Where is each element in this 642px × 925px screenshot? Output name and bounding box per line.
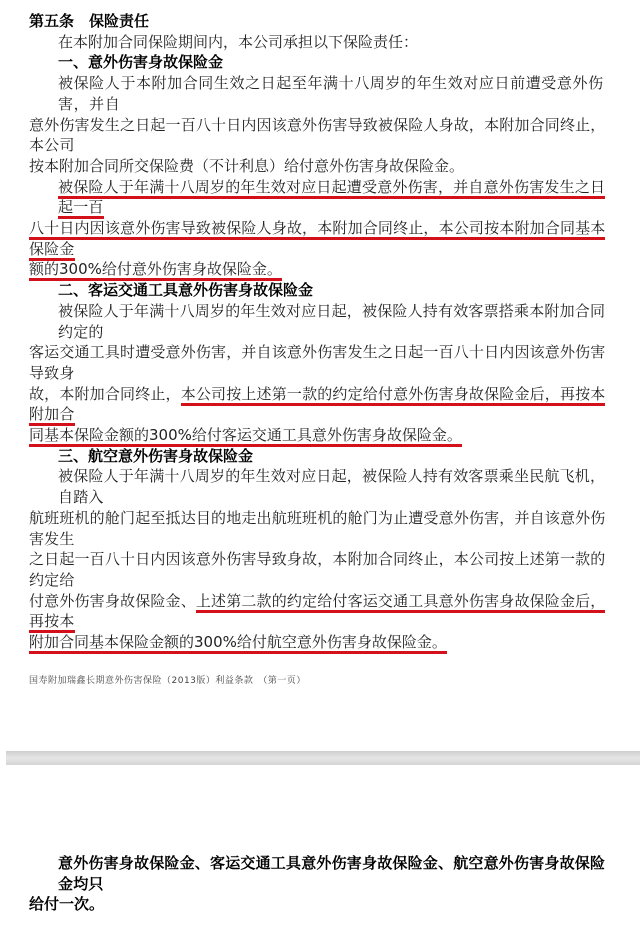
section-heading xyxy=(29,446,607,467)
underlined-text: 上述第二款的约定给付客运交通工具意外伤害身故保险金后，再按本 xyxy=(29,592,605,634)
underlined-text: 被保险人于年满十八周岁的年生效对应日起遭受意外伤害，并自意外伤害发生之日起一百 xyxy=(58,178,605,220)
text-line xyxy=(29,218,607,259)
text-line xyxy=(29,32,607,53)
text-segment: 第五条 保险责任 xyxy=(29,12,150,30)
underlined-text: 本公司按上述第一款的约定给付意外伤害身故保险金后，再按本附加合 xyxy=(29,385,605,427)
underlined-text: 附加合同基本保险金额的300%给付航空意外伤害身故保险金。 xyxy=(29,633,447,654)
text-line xyxy=(29,115,607,156)
text-line xyxy=(29,177,607,218)
text-segment: 按本附加合同所交保险费（不计利息）给付意外伤害身故保险金。 xyxy=(29,156,465,175)
text-segment: 客运交通工具时遭受意外伤害，并自该意外伤害发生之日起一百八十日内因该意外伤害导致身 xyxy=(29,343,606,382)
text-segment: 一、意外伤害身故保险金 xyxy=(58,53,224,72)
text-line xyxy=(29,591,607,632)
text-line xyxy=(29,156,607,177)
text-segment: 被保险人于本附加合同生效之日起至年满十八周岁的年生效对应日前遭受意外伤害，并自 xyxy=(58,74,604,113)
underlined-text: 额的300%给付意外伤害身故保险金。 xyxy=(29,260,282,281)
text-segment: 给付一次。 xyxy=(29,895,105,914)
document-page-2 xyxy=(0,853,607,925)
text-line xyxy=(29,425,607,446)
text-line xyxy=(29,508,607,549)
page-footer: 国寿附加瑞鑫长期意外伤害保险（2013版）利益条款 （第一页） xyxy=(29,675,306,686)
text-line xyxy=(29,259,607,280)
text-line xyxy=(29,342,607,383)
text-line xyxy=(29,853,607,894)
text-segment: 航班班机的舱门起至抵达目的地走出航班班机的舱门为止遭受意外伤害，并自该意外伤害发生 xyxy=(29,508,606,548)
article-title xyxy=(29,11,607,32)
underlined-text: 同基本保险金额的300%给付客运交通工具意外伤害身故保险金。 xyxy=(29,426,462,447)
text-segment: 被保险人于年满十八周岁的年生效对应日起，被保险人持有效客票搭乘本附加合同约定的 xyxy=(58,301,606,341)
text-line xyxy=(29,466,607,507)
text-line xyxy=(29,894,607,915)
text-segment: 被保险人于年满十八周岁的年生效对应日起，被保险人持有效客票乘坐民航飞机，自踏入 xyxy=(58,467,606,507)
text-segment: 意外伤害身故保险金、客运交通工具意外伤害身故保险金、航空意外伤害身故保险金均只 xyxy=(58,853,606,893)
text-line xyxy=(29,632,607,653)
section-heading xyxy=(29,280,607,301)
text-line xyxy=(29,549,607,590)
text-segment: 在本附加合同保险期间内，本公司承担以下保险责任： xyxy=(58,32,419,51)
underlined-text: 八十日内因该意外伤害导致被保险人身故，本附加合同终止，本公司按本附加合同基本保险金 xyxy=(29,219,605,261)
text-segment: 故，本附加合同终止， xyxy=(29,384,181,403)
text-line xyxy=(29,301,607,342)
text-segment: 付意外伤害身故保险金、 xyxy=(29,591,196,610)
text-segment: 二、客运交通工具意外伤害身故保险金 xyxy=(58,281,314,300)
text-segment: 意外伤害发生之日起一百八十日内因该意外伤害导致被保险人身故，本附加合同终止，本公司 xyxy=(29,115,606,155)
text-line xyxy=(29,73,607,114)
page-separator xyxy=(6,751,640,765)
text-segment: 之日起一百八十日内因该意外伤害导致身故，本附加合同终止，本公司按上述第一款的约定给 xyxy=(29,550,606,589)
text-line xyxy=(29,384,607,425)
text-segment: 三、航空意外伤害身故保险金 xyxy=(58,446,254,465)
section-heading xyxy=(29,52,607,73)
